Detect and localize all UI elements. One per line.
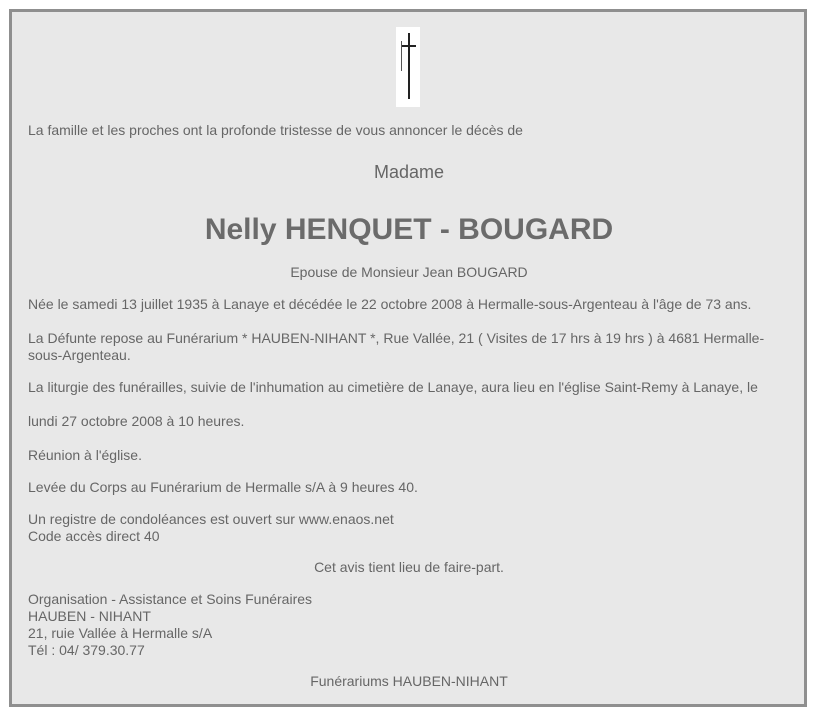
obituary-card: [9, 9, 807, 707]
reunion-line: Réunion à l'église.: [28, 447, 142, 463]
organisation-line-1: Organisation - Assistance et Soins Funéraires: [28, 591, 313, 607]
rest-line-2: sous-Argenteau.: [28, 347, 131, 363]
organisation-address: 21, ruie Vallée à Hermalle s/A: [28, 625, 213, 641]
intro-text: La famille et les proches ont la profonde tristesse de vous annoncer le décès de: [28, 122, 523, 138]
organisation-line-2: HAUBEN - NIHANT: [28, 608, 151, 624]
birth-death-line: Née le samedi 13 juillet 1935 à Lanaye et décédée le 22 octobre 2008 à Hermalle-sous-Argenteau à l'âge de 73 ans.: [28, 296, 752, 312]
notice-line: Cet avis tient lieu de faire-part.: [314, 559, 504, 575]
liturgy-line: La liturgie des funérailles, suivie de l'inhumation au cimetière de Lanaye, aura lieu en l'église Saint-Remy à Lanaye, le: [28, 379, 758, 395]
salutation: Madame: [373, 162, 445, 182]
deceased-name: Nelly HENQUET - BOUGARD: [204, 213, 614, 246]
spouse-line: Epouse de Monsieur Jean BOUGARD: [290, 264, 528, 280]
registry-line-2: Code accès direct 40: [28, 528, 160, 544]
rest-line-1: La Défunte repose au Funérarium * HAUBEN-NIHANT *, Rue Vallée, 21 ( Visites de 17 hrs à 19 hrs ) à 4681 Hermalle-: [28, 330, 765, 346]
registry-line-1: Un registre de condoléances est ouvert sur www.enaos.net: [28, 511, 394, 527]
footer-line: Funérariums HAUBEN-NIHANT: [310, 673, 508, 689]
levee-line: Levée du Corps au Funérarium de Hermalle s/A à 9 heures 40.: [28, 479, 418, 495]
organisation-phone: Tél : 04/ 379.30.77: [28, 642, 145, 658]
cross-emblem-icon: [396, 27, 420, 107]
liturgy-date: lundi 27 octobre 2008 à 10 heures.: [28, 413, 245, 429]
